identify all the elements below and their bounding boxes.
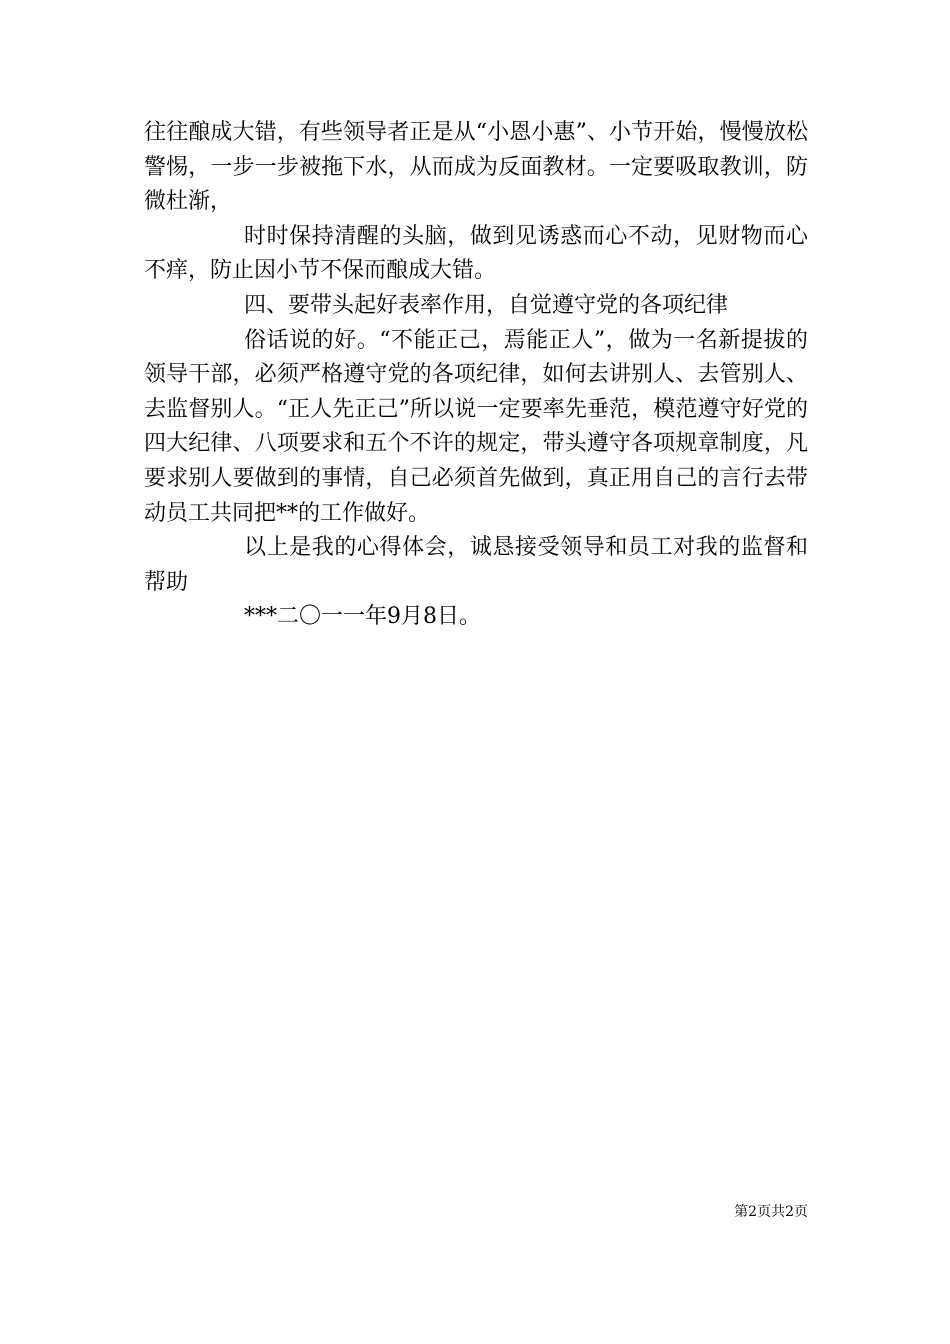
paragraph-discipline: 俗话说的好。“不能正己，焉能正人”，做为一名新提拔的领导干部，必须严格遵守党的各项纪律，如何去讲别人、去管别人、去监督别人。“正人先正己”所以说一定要率先垂范，模范遵守好党的四大纪律、八项要求和五个不许的规定，带头遵守各项规章制度，凡要求别人要做到的事情，自己必须首先做到，真正用自己的言行去带动员工共同把**的工作做好。 xyxy=(144,327,808,526)
document-body xyxy=(144,116,808,635)
signature-date-line: ***二〇一一年9月8日。 xyxy=(244,604,481,630)
section-heading-four: 四、要带头起好表率作用，自觉遵守党的各项纪律 xyxy=(244,292,729,318)
page-number-footer: 第2页共2页 xyxy=(734,1204,808,1220)
paragraph-closing: 以上是我的心得体会，诚恳接受领导和员工对我的监督和帮助 xyxy=(144,535,808,595)
paragraph-continuation: 往往酿成大错，有些领导者正是从“小恩小惠”、小节开始，慢慢放松警惕，一步一步被拖下水，从而成为反面教材。一定要吸取教训，防微杜渐， xyxy=(144,120,808,215)
paragraph-clear-mind: 时时保持清醒的头脑，做到见诱惑而心不动，见财物而心不痒，防止因小节不保而酿成大错。 xyxy=(144,223,808,284)
